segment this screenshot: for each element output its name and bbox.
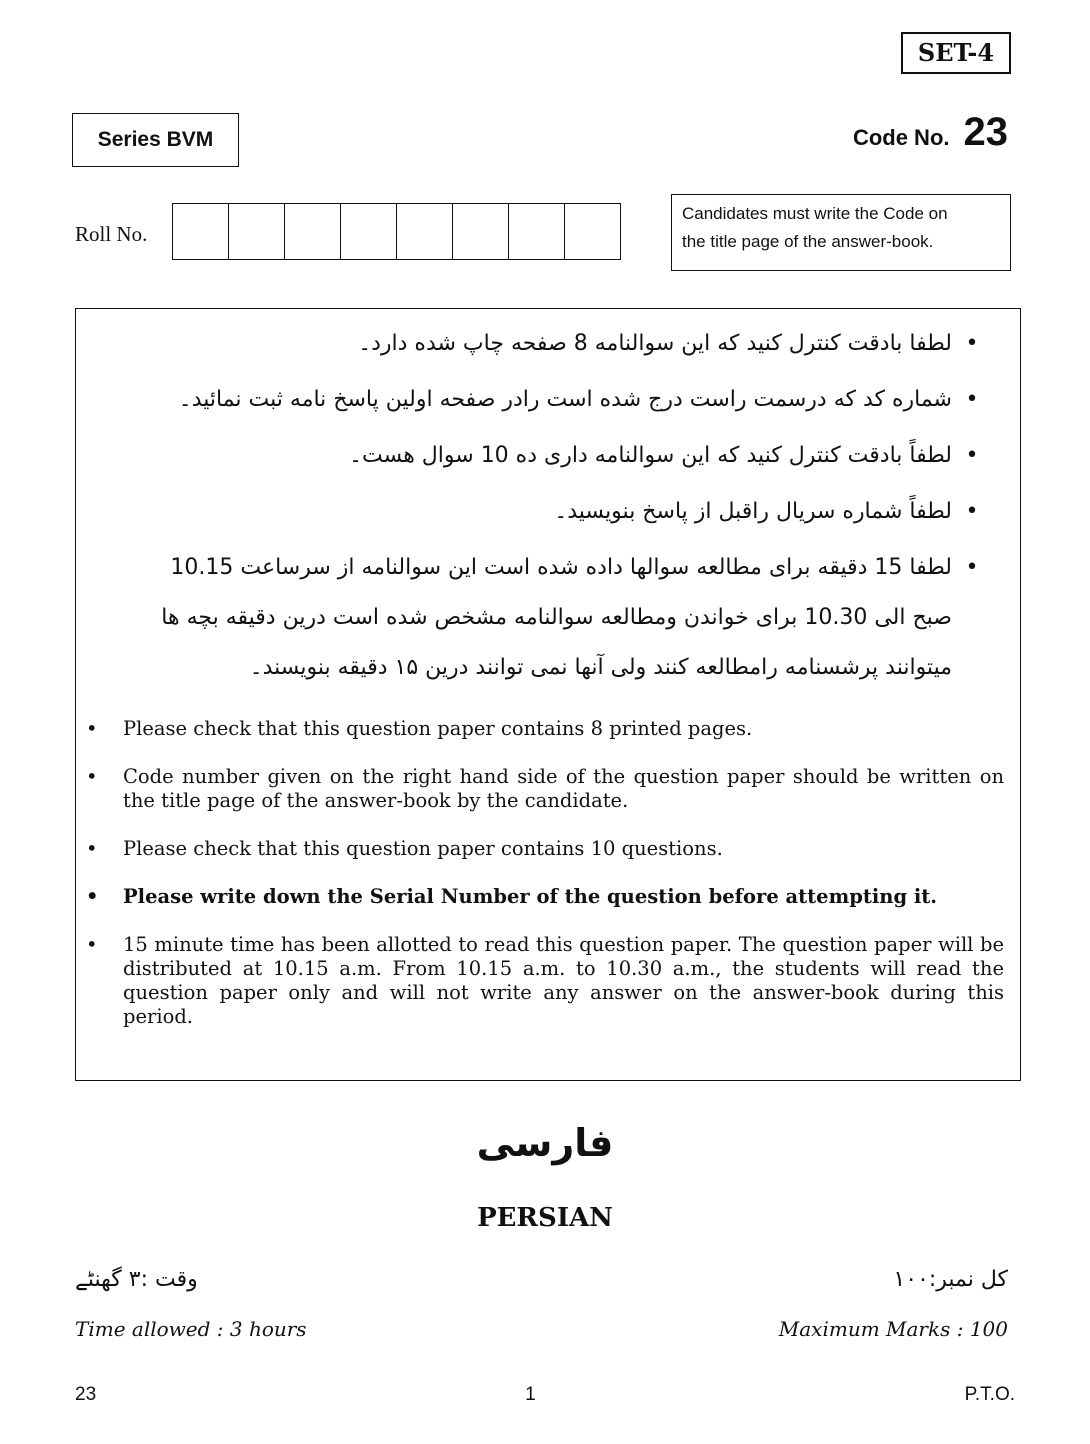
roll-box[interactable] xyxy=(397,204,453,259)
roll-label: Roll No. xyxy=(75,222,148,246)
instruction-text: Code number given on the right hand side of the question paper should be written on the title page of the answer-book by the candidate. xyxy=(123,765,1004,812)
roll-box[interactable] xyxy=(229,204,285,259)
instruction-text: 15 minute time has been allotted to read this question paper. The question paper will be distributed at 10.15 a.m. From 10.15 a.m. to 10.30 a.m., the students will read the question paper only and will not write any answer on the answer-book during this period. xyxy=(123,933,1004,1028)
instruction-en xyxy=(86,765,1004,813)
instruction-fa xyxy=(156,543,992,693)
roll-box[interactable] xyxy=(509,204,565,259)
meta-row xyxy=(75,1315,1008,1343)
instruction-text: لطفا 15 دقیقه برای مطالعه سوالها داده شده است این سوالنامه از سرساعت 10.15 صبح الی 10.30 برای خواندن ومطالعه سوالنامه مشخص شده است درین دقیقه بچه ها میتوانند پرشسنامه رامطالعه کنند ولی آنها نمی توانند درین ۱۵ دقیقه بنویسند۔ xyxy=(161,555,952,680)
instruction-text: Please check that this question paper contains 8 printed pages. xyxy=(123,717,753,740)
set-badge: SET-4 xyxy=(901,32,1011,74)
footer-code: 23 xyxy=(75,1384,97,1405)
instruction-text: لطفاً بادقت کنترل کنید که این سوالنامه داری ده 10 سوال هست۔ xyxy=(349,443,952,468)
instruction-fa xyxy=(156,375,992,425)
page-footer xyxy=(75,1383,1015,1407)
roll-box[interactable] xyxy=(565,204,620,259)
roll-box[interactable] xyxy=(173,204,229,259)
roll-box[interactable] xyxy=(285,204,341,259)
meta-row-fa xyxy=(75,1263,1008,1297)
instruction-fa xyxy=(156,431,992,481)
instruction-fa xyxy=(156,487,992,537)
code-label: Code No. xyxy=(852,125,950,150)
bullet: • xyxy=(965,555,979,580)
bullet: • xyxy=(965,443,979,468)
instruction-text: لطفاً شماره سریال راقبل از پاسخ بنویسید۔ xyxy=(554,499,952,524)
instruction-en xyxy=(86,933,1004,1029)
max-marks-fa: کل نمبر:۱۰۰ xyxy=(893,1267,1008,1292)
page-header xyxy=(0,0,1090,308)
instruction-text: Please write down the Serial Number of the question before attempting it. xyxy=(123,885,938,908)
instruction-text: Please check that this question paper contains 10 questions. xyxy=(123,837,723,860)
instruction-text: شماره کد که درسمت راست درج شده است رادر صفحه اولین پاسخ نامه ثبت نمائید۔ xyxy=(178,387,952,412)
max-marks: Maximum Marks : 100 xyxy=(778,1317,1008,1341)
candidate-note-line: the title page of the answer-book. xyxy=(682,232,934,251)
code-value: 23 xyxy=(963,110,1008,154)
instruction-text: لطفا بادقت کنترل کنید که این سوالنامه 8 صفحه چاپ شده دارد۔ xyxy=(358,331,952,356)
pto-label: P.T.O. xyxy=(964,1384,1015,1405)
bullet: • xyxy=(86,717,98,740)
instruction-en xyxy=(86,885,1004,909)
time-allowed: Time allowed : 3 hours xyxy=(75,1317,307,1341)
roll-number-boxes[interactable] xyxy=(172,203,621,260)
code-number xyxy=(853,110,1008,155)
series-badge: Series BVM xyxy=(72,113,239,167)
bullet: • xyxy=(86,837,98,860)
bullet: • xyxy=(86,885,99,908)
bullet: • xyxy=(86,765,98,788)
instruction-en xyxy=(86,717,1004,741)
page-number: 1 xyxy=(525,1384,536,1405)
roll-box[interactable] xyxy=(453,204,509,259)
time-allowed-fa: وقت :۳ گھنٹے xyxy=(75,1267,198,1292)
subject-title-persian: فارسی xyxy=(476,1121,614,1165)
bullet: • xyxy=(86,933,98,956)
instructions-box xyxy=(75,308,1021,1081)
bullet: • xyxy=(965,387,979,412)
bullet: • xyxy=(965,331,979,356)
bullet: • xyxy=(965,499,979,524)
candidate-note-line: Candidates must write the Code on xyxy=(682,204,948,223)
instruction-fa xyxy=(156,319,992,369)
subject-title: PERSIAN xyxy=(477,1203,613,1233)
candidate-note xyxy=(671,194,1011,271)
instruction-en xyxy=(86,837,1004,861)
roll-box[interactable] xyxy=(341,204,397,259)
